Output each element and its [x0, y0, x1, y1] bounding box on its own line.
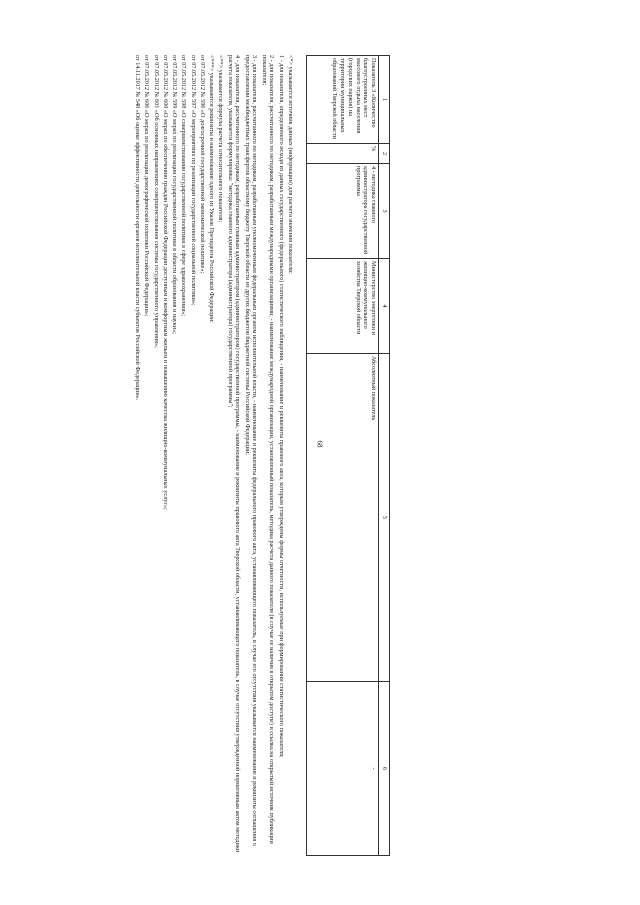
footnote-line: от 07.05.2012 № 597 «О мероприятиях по реализации государственной социальной политики»; — [189, 55, 197, 306]
footnote-line: 1 - для показателя, определяемого исходя из данных государственного (федерального) статистического наблюдения, - наименование и реквизиты правового акта, которым утверждены формы отчетности, используемые при формировании статистического показателя; — [277, 55, 285, 758]
footnote-line: 4 - для показателя, рассчитанного по методикам, разработанным главным администратором (администратором) государственной программы, - наименование и реквизиты правового акта Тверской области, устанавливающего показатель, в случае отсутствия утвержденной нормативным актом методики расчета показателя, указывается формулировка: "методика главного администратора (администратора) государственной программы"; — [226, 55, 242, 853]
method-cell: 4 - методика главного администратора государственной программы — [307, 164, 379, 259]
footnote-line: от 07.05.2012 № 599 «О мерах по реализации государственной политики в области образования и науки»; — [171, 55, 179, 334]
footnote-line: <*> указывается источник данных (информации) для расчета значения показателя: — [287, 55, 294, 274]
indicator-name-cell: Показатель 3 «Количество благоустроенных мест массового отдыха населения (городских парков) на территории муниципальных образований Тверской области — [307, 56, 379, 144]
table-header-row — [379, 56, 390, 856]
unit-cell: % — [307, 144, 379, 164]
footnote-line: от 07.05.2012 № 598 «О совершенствовании государственной политики в сфере здравоохранения»; — [180, 55, 188, 317]
rotated-content — [110, 55, 390, 855]
header-cell: 4 — [379, 259, 390, 354]
formula-cell: - — [307, 682, 379, 856]
header-cell: 5 — [379, 354, 390, 682]
footnote-line: 3 - для показателя, рассчитанного по методикам, разработанным уполномоченным федеральным органом исполнительной власти, - наименование и реквизиты федерального правового акта, устанавливающего показатель, в случае его отсутствия указывается наименование и реквизиты соглашения о предоставлении межбюджетных трансфертов областному бюджету Тверской области из других бюджетов бюджетной системы Российской Федерации; — [243, 55, 259, 846]
header-cell: 6 — [379, 682, 390, 856]
header-cell: 2 — [379, 144, 390, 164]
footnote-line: 2 - для показателя, рассчитанного по методикам, разработанным международными организациями, - наименование международной организации, установленный показатель, методика расчета данного показателя (в случае ее наличия в открытом доступе) и ссылка на открытый источник публикации показателя; — [260, 55, 276, 844]
indicators-table — [306, 55, 390, 856]
administrator-cell: Министерство энергетики и жилищно-коммунального хозяйства Тверской области — [307, 259, 379, 354]
page-number: 68 — [315, 440, 324, 448]
header-cell: 1 — [379, 56, 390, 144]
indicator-type-cell: Абсолютный показатель — [307, 354, 379, 682]
header-cell: 3 — [379, 164, 390, 259]
table-row — [307, 56, 379, 856]
footnote-line: от 07.05.2012 № 596 «О долгосрочной государственной экономической политике»; — [199, 55, 206, 274]
footnote-line: <**> указывается формула расчета относительного показателя; — [217, 55, 225, 223]
footnote-line: от 07.05.2012 № 601 «Об основных направлениях совершенствования системы государственного управления»; — [152, 55, 160, 348]
footnote-line: от 07.05.2012 № 606 «О мерах по реализации демографической политики Российской Федерации»; — [143, 55, 151, 317]
footnotes — [132, 55, 294, 855]
footnote-line: от 07.05.2012 № 600 «О мерах по обеспечению граждан Российской Федерации доступным и комфортным жильем и повышению качества жилищно-коммунальных услуг»; — [162, 55, 169, 510]
footnote-line: от 14.11.2017 № 548 «Об оценке эффективности деятельности органов исполнительной власти субъектов Российской Федерации». — [134, 55, 142, 401]
footnote-line: <***> указываются реквизиты и наименование одного из Указов Президента Российской Федерации: — [208, 55, 216, 323]
